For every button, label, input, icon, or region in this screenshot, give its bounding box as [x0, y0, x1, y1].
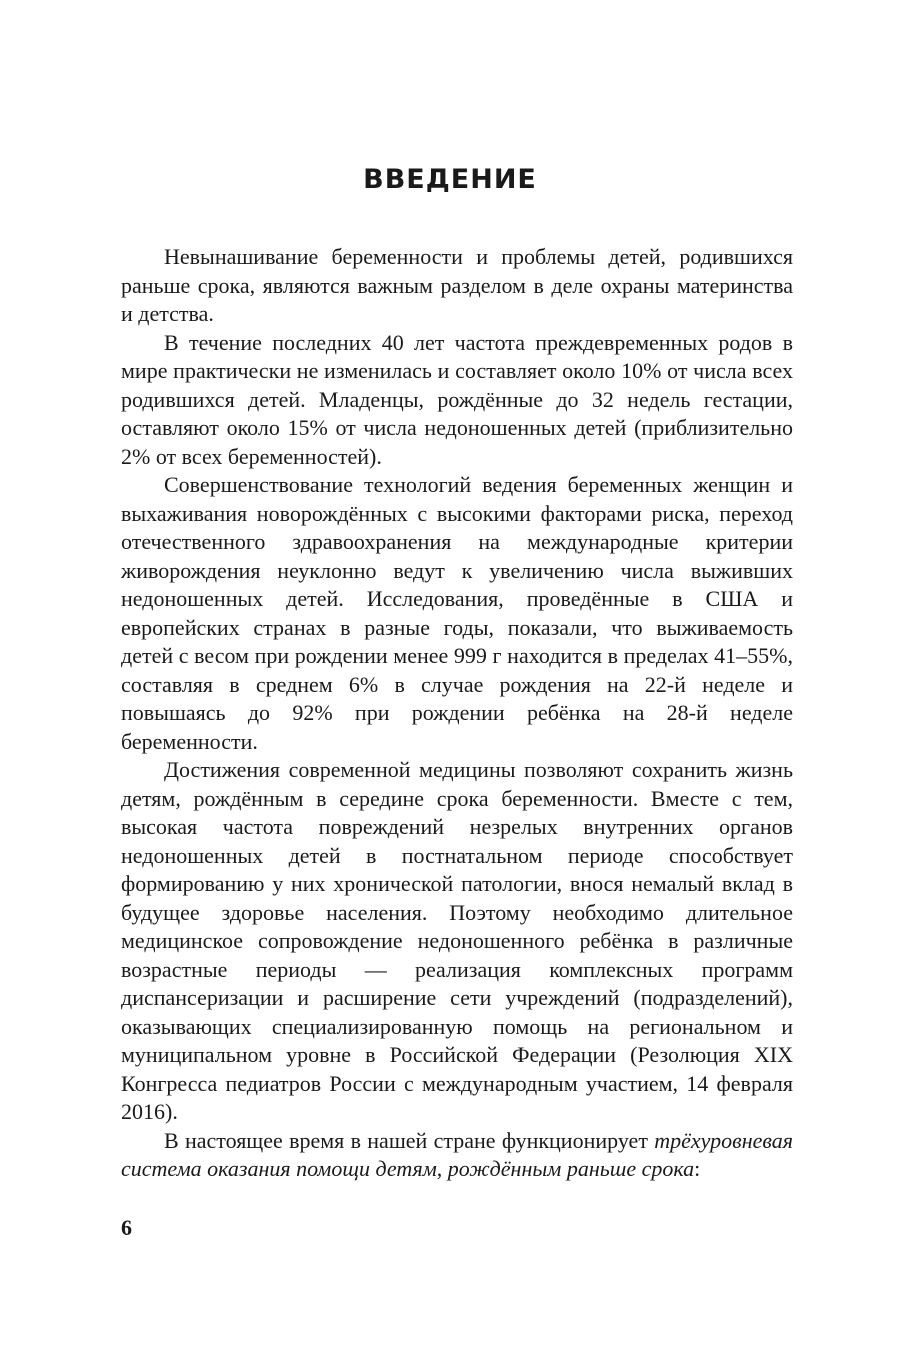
- chapter-heading: ВВЕДЕНИЕ: [363, 164, 537, 195]
- page-number: 6: [121, 1215, 132, 1240]
- paragraph-5: [121, 1127, 793, 1184]
- paragraph-2: В течение последних 40 лет частота преждевременных родов в мире практически не изменилась и составляет около 10% от числа всех родившихся детей. Младенцы, рождённые до 32 недель гестации, оставляют около 15% от числа недоношенных детей (приблизительно 2% от всех беременностей).: [121, 329, 793, 469]
- chapter-body: [121, 243, 793, 1184]
- paragraph-3: Совершенствование технологий ведения беременных женщин и выхаживания новорождённых с высокими факторами риска, переход отечественного здравоохранения на международные критерии живорождения неуклонно ведут к увеличению числа выживших недоношенных детей. Исследования, проведённые в США и европейских странах в разные годы, показали, что выживаемость детей с весом при рождении менее 999 г находится в пределах 41–55%, составляя в среднем 6% в случае рождения на 22-й неделе и повышаясь до 92% при рождении ребёнка на 28-й неделе беременности.: [121, 472, 793, 754]
- paragraph-5-lead: В настоящее время в нашей стране функционирует: [164, 1127, 655, 1153]
- paragraph-1: Невынашивание беременности и проблемы детей, родившихся раньше срока, являются важным разделом в деле охраны материнства и детства.: [121, 244, 793, 326]
- paragraph-5-emphasis-1: трёхуровневая система оказания помощи детям: [121, 1127, 793, 1181]
- paragraph-5-comma: ,: [436, 1156, 448, 1181]
- paragraph-5-emphasis-2: рождённым раньше срока: [447, 1156, 695, 1181]
- paragraph-5-end: :: [694, 1156, 701, 1181]
- paragraph-4: Достижения современной медицины позволяют сохранить жизнь детям, рождённым в середине срока беременности. Вместе с тем, высокая частота повреждений незрелых внутренних органов недоношенных детей в постнатальном периоде способствует формированию у них хронической патологии, внося немалый вклад в будущее здоровье населения. Поэтому необходимо длительное медицинское сопровождение недоношенного ребёнка в различные возрастные периоды — реализация комплексных программ диспансеризации и расширение сети учреждений (подразделений), оказывающих специализированную помощь на региональном и муниципальном уровне в Российской Федерации (Резолюция XIX Конгресса педиатров России с международным участием, 14 февраля 2016).: [121, 757, 793, 1124]
